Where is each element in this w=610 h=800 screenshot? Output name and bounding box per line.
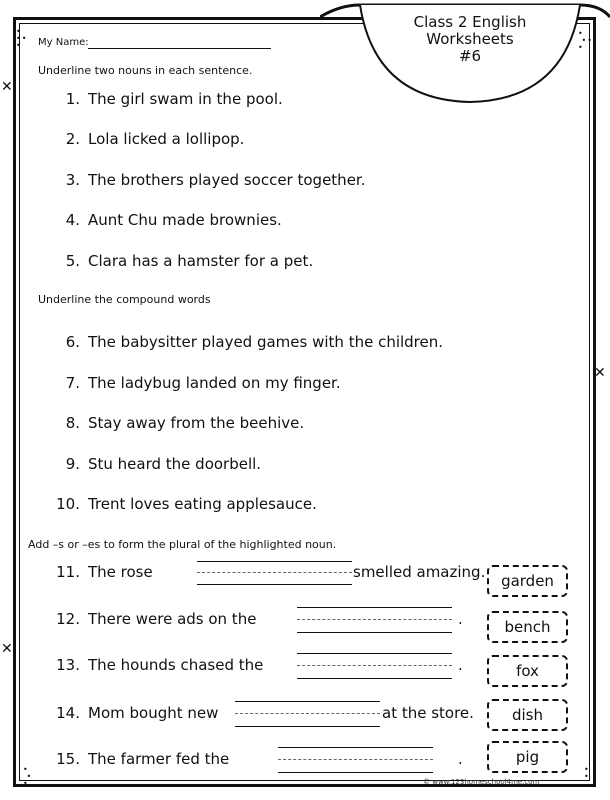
sentence-12-end: . [458,610,463,628]
sentence-14: 14. Mom bought new [56,704,219,722]
answer-line-15b[interactable] [278,759,433,760]
answer-line-13a[interactable] [297,653,452,654]
corner-dots-bottom-left-icon: • • • [23,765,33,788]
sentence-5: 5. Clara has a hamster for a pet. [65,252,314,270]
sentence-6: 6. The babysitter played games with the children. [65,333,444,351]
sentence-15-end: . [458,750,463,768]
answer-line-12c[interactable] [297,632,452,633]
sentence-11-end: smelled amazing. [353,563,486,581]
answer-line-13b[interactable] [297,665,452,666]
word-box-bench: bench [487,611,568,643]
answer-line-11b[interactable] [197,572,352,573]
answer-line-14c[interactable] [235,726,380,727]
sentence-7: 7. The ladybug landed on my finger. [65,374,341,392]
cross-mark-right-icon: ✕ [594,365,606,381]
sentence-15: 15. The farmer fed the [56,750,230,768]
answer-line-11a[interactable] [197,561,352,562]
answer-line-11c[interactable] [197,584,352,585]
corner-dots-top-left-icon: • •• • [16,27,28,50]
sentence-9: 9. Stu heard the doorbell. [65,455,262,473]
answer-line-12b[interactable] [297,619,452,620]
answer-line-12a[interactable] [297,607,452,608]
answer-line-15c[interactable] [278,772,433,773]
sentence-10: 10. Trent loves eating applesauce. [56,495,317,513]
word-box-garden: garden [487,565,568,597]
corner-dots-top-right-icon: • •• • [578,29,593,52]
word-box-pig: pig [487,741,568,773]
corner-dots-bottom-right-icon: • • [584,765,590,781]
sentence-3: 3. The brothers played soccer together. [65,171,366,189]
sentence-13: 13. The hounds chased the [56,656,264,674]
sentence-1: 1. The girl swam in the pool. [65,90,283,108]
compound-instruction: Underline the compound words [38,293,211,306]
sentence-11: 11. The rose [56,563,153,581]
answer-line-14a[interactable] [235,701,380,702]
answer-line-14b[interactable] [235,713,380,714]
sentence-4: 4. Aunt Chu made brownies. [65,211,282,229]
sentence-8: 8. Stay away from the beehive. [65,414,305,432]
cross-mark-left-top-icon: ✕ [1,79,13,95]
title-line-2: Worksheets [426,30,514,48]
name-label: My Name: [38,37,89,48]
word-box-fox: fox [487,655,568,687]
worksheet-title [370,14,570,65]
nouns-instruction: Underline two nouns in each sentence. [38,64,253,77]
sentence-14-end: at the store. [382,704,474,722]
title-line-1: Class 2 English [413,13,527,31]
answer-line-15a[interactable] [278,747,433,748]
sentence-13-end: . [458,656,463,674]
sentence-12: 12. There were ads on the [56,610,257,628]
plural-instruction: Add –s or –es to form the plural of the highlighted noun. [28,538,337,551]
answer-line-13c[interactable] [297,678,452,679]
footer-copyright: © www.123homeschool4me.com [423,778,540,786]
title-line-3: #6 [458,47,482,65]
sentence-2: 2. Lola licked a lollipop. [65,130,245,148]
cross-mark-left-bottom-icon: ✕ [1,641,13,657]
name-field[interactable] [88,48,271,49]
word-box-dish: dish [487,699,568,731]
